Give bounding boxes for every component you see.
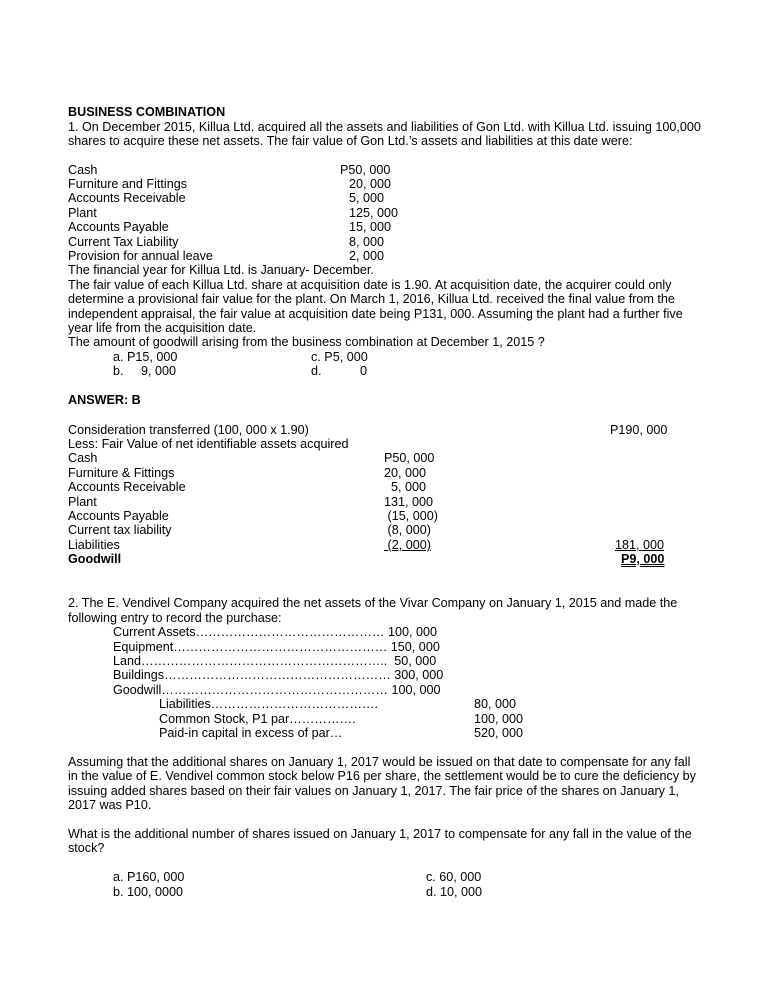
q1-choice-c: c. P5, 000 bbox=[311, 350, 368, 364]
q1-item-label: Plant bbox=[68, 206, 97, 220]
q2-question-line-1: What is the additional number of shares issued on January 1, 2017 to compensate for any fall in the value of the bbox=[68, 827, 692, 841]
q1-question: The amount of goodwill arising from the business combination at December 1, 2015 ? bbox=[68, 335, 545, 349]
q2-intro-line-1: 2. The E. Vendivel Company acquired the net assets of the Vivar Company on January 1, 2015 and made the bbox=[68, 596, 678, 610]
q1-body-line-1: The financial year for Killua Ltd. is January- December. bbox=[68, 263, 374, 277]
net-asset-label: Current tax liability bbox=[68, 523, 172, 537]
consideration-value: P190, 000 bbox=[610, 423, 668, 437]
journal-credit-label: Common Stock, P1 par……………. bbox=[159, 712, 356, 726]
q2-body-line-4: 2017 was P10. bbox=[68, 798, 152, 812]
net-asset-value: 20, 000 bbox=[384, 466, 427, 480]
q2-intro-line-2: following entry to record the purchase: bbox=[68, 611, 282, 625]
net-asset-value: P50, 000 bbox=[384, 451, 435, 465]
net-asset-value: 131, 000 bbox=[384, 495, 434, 509]
journal-credit-value: 520, 000 bbox=[474, 726, 524, 740]
less-fair-value-label: Less: Fair Value of net identifiable assets acquired bbox=[68, 437, 349, 451]
goodwill-label: Goodwill bbox=[68, 552, 122, 566]
journal-debit-line: Land………………………………………………….. 50, 000 bbox=[113, 654, 437, 668]
q1-body-line-2: The fair value of each Killua Ltd. share at acquisition date is 1.90. At acquisition date, the acquirer could only bbox=[68, 278, 672, 292]
q1-item-value: 5, 000 bbox=[349, 191, 385, 205]
q1-item-value: 20, 000 bbox=[349, 177, 392, 191]
q1-body-line-3: determine a provisional fair value for the plant. On March 1, 2016, Killua Ltd. received the final value from the bbox=[68, 292, 675, 306]
net-assets-total: 181, 000 bbox=[615, 538, 665, 552]
q1-item-label: Accounts Payable bbox=[68, 220, 169, 234]
q2-question-line-2: stock? bbox=[68, 841, 105, 855]
q1-intro-line-1: 1. On December 2015, Killua Ltd. acquired all the assets and liabilities of Gon Ltd. with Killua Ltd. issuing 100,000 bbox=[68, 120, 701, 134]
q1-item-label: Cash bbox=[68, 163, 98, 177]
q1-item-label: Furniture and Fittings bbox=[68, 177, 187, 191]
q1-item-value: 125, 000 bbox=[349, 206, 399, 220]
net-asset-label: Liabilities bbox=[68, 538, 120, 552]
q1-item-value: 8, 000 bbox=[349, 235, 385, 249]
net-asset-value: (2, 000) bbox=[384, 538, 431, 552]
q2-choice-d: d. 10, 000 bbox=[426, 885, 483, 899]
q1-choice-d: d. 0 bbox=[311, 364, 367, 378]
journal-credit-label: Paid-in capital in excess of par… bbox=[159, 726, 343, 740]
q1-intro-line-2: shares to acquire these net assets. The fair value of Gon Ltd.’s assets and liabilities at this date were: bbox=[68, 134, 633, 148]
journal-debit-line: Equipment…………………………………………… 150, 000 bbox=[113, 640, 440, 654]
q1-item-label: Current Tax Liability bbox=[68, 235, 179, 249]
q1-body-line-5: year life from the acquisition date. bbox=[68, 321, 257, 335]
journal-credit-value: 100, 000 bbox=[474, 712, 524, 726]
net-asset-value: 5, 000 bbox=[384, 480, 427, 494]
net-asset-label: Plant bbox=[68, 495, 97, 509]
q1-item-label: Provision for annual leave bbox=[68, 249, 213, 263]
q1-item-label: Accounts Receivable bbox=[68, 191, 186, 205]
net-asset-value: (15, 000) bbox=[384, 509, 438, 523]
q1-choice-a: a. P15, 000 bbox=[113, 350, 178, 364]
q1-item-value: P50, 000 bbox=[340, 163, 391, 177]
q2-body-line-2: in the value of E. Vendivel common stock below P16 per share, the settlement would be to cure the deficiency by bbox=[68, 769, 696, 783]
net-asset-label: Cash bbox=[68, 451, 98, 465]
net-asset-label: Accounts Payable bbox=[68, 509, 169, 523]
journal-debit-line: Goodwill……………………………………………… 100, 000 bbox=[113, 683, 441, 697]
q2-choice-b: b. 100, 0000 bbox=[113, 885, 184, 899]
net-asset-label: Accounts Receivable bbox=[68, 480, 186, 494]
section-title: BUSINESS COMBINATION bbox=[68, 105, 226, 119]
journal-debit-line: Buildings……………………………………………… 300, 000 bbox=[113, 668, 444, 682]
journal-credit-value: 80, 000 bbox=[474, 697, 517, 711]
goodwill-value: P9, 000 bbox=[621, 552, 665, 566]
net-asset-label: Furniture & Fittings bbox=[68, 466, 175, 480]
journal-debit-line: Current Assets……………………………………… 100, 000 bbox=[113, 625, 438, 639]
q1-item-value: 15, 000 bbox=[349, 220, 392, 234]
q2-body-line-3: issuing added shares based on their fair values on January 1, 2017. The fair price of the shares on January 1, bbox=[68, 784, 679, 798]
q1-choice-b: b. 9, 000 bbox=[113, 364, 177, 378]
q2-choice-a: a. P160, 000 bbox=[113, 870, 185, 884]
answer-heading: ANSWER: B bbox=[68, 393, 141, 407]
consideration-label: Consideration transferred (100, 000 x 1.90) bbox=[68, 423, 309, 437]
q2-choice-c: c. 60, 000 bbox=[426, 870, 482, 884]
net-asset-value: (8, 000) bbox=[384, 523, 431, 537]
q1-item-value: 2, 000 bbox=[349, 249, 385, 263]
journal-credit-label: Liabilities…………………………………. bbox=[159, 697, 379, 711]
q2-body-line-1: Assuming that the additional shares on January 1, 2017 would be issued on that date to compensate for any fall bbox=[68, 755, 691, 769]
q1-body-line-4: independent appraisal, the fair value at acquisition date being P131, 000. Assuming the plant had a further five bbox=[68, 307, 683, 321]
